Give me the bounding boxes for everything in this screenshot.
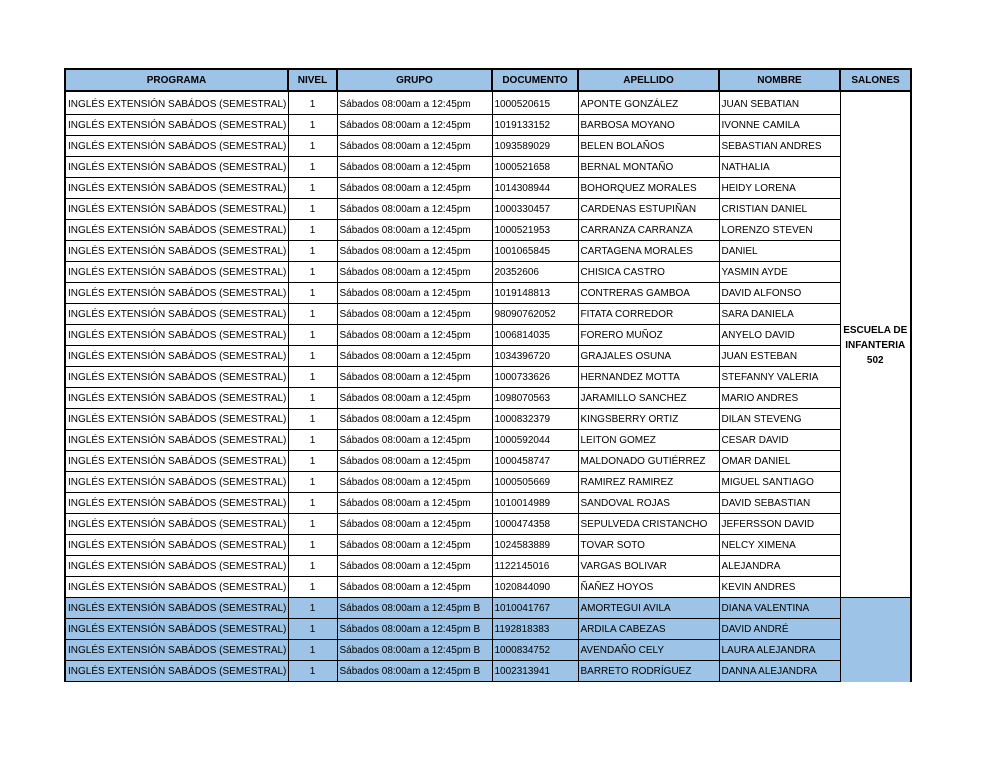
- cell-documento: 1024583889: [492, 535, 578, 556]
- table-row: [65, 283, 911, 304]
- table-row: [65, 409, 911, 430]
- cell-programa: INGLÉS EXTENSIÓN SABÁDOS (SEMESTRAL): [65, 157, 288, 178]
- student-roster-table: [64, 68, 912, 682]
- cell-grupo: Sábados 08:00am a 12:45pm B: [337, 640, 492, 661]
- cell-grupo: Sábados 08:00am a 12:45pm: [337, 451, 492, 472]
- cell-nivel: 1: [288, 598, 337, 619]
- cell-nombre: DIANA VALENTINA: [719, 598, 840, 619]
- cell-programa: INGLÉS EXTENSIÓN SABÁDOS (SEMESTRAL): [65, 535, 288, 556]
- cell-programa: INGLÉS EXTENSIÓN SABÁDOS (SEMESTRAL): [65, 91, 288, 115]
- table-row: [65, 388, 911, 409]
- table-row: [65, 556, 911, 577]
- cell-programa: INGLÉS EXTENSIÓN SABÁDOS (SEMESTRAL): [65, 115, 288, 136]
- table-row: [65, 220, 911, 241]
- salon-line: 502: [866, 355, 884, 366]
- cell-grupo: Sábados 08:00am a 12:45pm: [337, 283, 492, 304]
- cell-programa: INGLÉS EXTENSIÓN SABÁDOS (SEMESTRAL): [65, 472, 288, 493]
- cell-programa: INGLÉS EXTENSIÓN SABÁDOS (SEMESTRAL): [65, 367, 288, 388]
- cell-programa: INGLÉS EXTENSIÓN SABÁDOS (SEMESTRAL): [65, 409, 288, 430]
- cell-grupo: Sábados 08:00am a 12:45pm: [337, 577, 492, 598]
- cell-nivel: 1: [288, 367, 337, 388]
- cell-documento: 1000733626: [492, 367, 578, 388]
- cell-apellido: ÑAÑEZ HOYOS: [578, 577, 719, 598]
- cell-apellido: ARDILA CABEZAS: [578, 619, 719, 640]
- cell-apellido: AVENDAÑO CELY: [578, 640, 719, 661]
- table-row: [65, 472, 911, 493]
- cell-nombre: DAVID SEBASTIAN: [719, 493, 840, 514]
- cell-nombre: CRISTIAN DANIEL: [719, 199, 840, 220]
- cell-programa: INGLÉS EXTENSIÓN SABÁDOS (SEMESTRAL): [65, 598, 288, 619]
- cell-apellido: HERNANDEZ MOTTA: [578, 367, 719, 388]
- cell-grupo: Sábados 08:00am a 12:45pm: [337, 430, 492, 451]
- cell-apellido: GRAJALES OSUNA: [578, 346, 719, 367]
- cell-programa: INGLÉS EXTENSIÓN SABÁDOS (SEMESTRAL): [65, 325, 288, 346]
- cell-nivel: 1: [288, 220, 337, 241]
- cell-nivel: 1: [288, 157, 337, 178]
- table-row: [65, 535, 911, 556]
- table-row: [65, 178, 911, 199]
- table-row: [65, 346, 911, 367]
- cell-apellido: CARRANZA CARRANZA: [578, 220, 719, 241]
- cell-grupo: Sábados 08:00am a 12:45pm: [337, 199, 492, 220]
- cell-nivel: 1: [288, 409, 337, 430]
- cell-nivel: 1: [288, 640, 337, 661]
- cell-nombre: SARA DANIELA: [719, 304, 840, 325]
- cell-nombre: HEIDY LORENA: [719, 178, 840, 199]
- cell-documento: 1192818383: [492, 619, 578, 640]
- cell-grupo: Sábados 08:00am a 12:45pm: [337, 157, 492, 178]
- cell-nombre: KEVIN ANDRES: [719, 577, 840, 598]
- cell-documento: 1122145016: [492, 556, 578, 577]
- cell-grupo: Sábados 08:00am a 12:45pm: [337, 493, 492, 514]
- cell-apellido: AMORTEGUI AVILA: [578, 598, 719, 619]
- cell-apellido: FORERO MUÑOZ: [578, 325, 719, 346]
- table-row: [65, 619, 911, 640]
- cell-apellido: CHISICA CASTRO: [578, 262, 719, 283]
- cell-nombre: DANIEL: [719, 241, 840, 262]
- cell-apellido: BARBOSA MOYANO: [578, 115, 719, 136]
- cell-programa: INGLÉS EXTENSIÓN SABÁDOS (SEMESTRAL): [65, 220, 288, 241]
- table-row: [65, 115, 911, 136]
- cell-programa: INGLÉS EXTENSIÓN SABÁDOS (SEMESTRAL): [65, 430, 288, 451]
- cell-apellido: BELEN BOLAÑOS: [578, 136, 719, 157]
- cell-documento: 1019148813: [492, 283, 578, 304]
- cell-documento: 1000505669: [492, 472, 578, 493]
- cell-apellido: CARTAGENA MORALES: [578, 241, 719, 262]
- cell-documento: 1000521658: [492, 157, 578, 178]
- cell-programa: INGLÉS EXTENSIÓN SABÁDOS (SEMESTRAL): [65, 577, 288, 598]
- cell-grupo: Sábados 08:00am a 12:45pm B: [337, 598, 492, 619]
- cell-documento: 1098070563: [492, 388, 578, 409]
- table-row: [65, 430, 911, 451]
- cell-grupo: Sábados 08:00am a 12:45pm: [337, 178, 492, 199]
- cell-nivel: 1: [288, 619, 337, 640]
- table-row: [65, 91, 911, 115]
- cell-programa: INGLÉS EXTENSIÓN SABÁDOS (SEMESTRAL): [65, 451, 288, 472]
- header-salones: SALONES: [840, 69, 911, 91]
- cell-nombre: JUAN ESTEBAN: [719, 346, 840, 367]
- cell-nombre: NATHALIA: [719, 157, 840, 178]
- cell-apellido: MALDONADO GUTIÉRREZ: [578, 451, 719, 472]
- salon-line: ESCUELA DE: [843, 325, 908, 336]
- cell-nombre: DAVID ANDRÉ: [719, 619, 840, 640]
- cell-programa: INGLÉS EXTENSIÓN SABÁDOS (SEMESTRAL): [65, 661, 288, 682]
- cell-grupo: Sábados 08:00am a 12:45pm B: [337, 619, 492, 640]
- table-row: [65, 262, 911, 283]
- cell-programa: INGLÉS EXTENSIÓN SABÁDOS (SEMESTRAL): [65, 640, 288, 661]
- cell-programa: INGLÉS EXTENSIÓN SABÁDOS (SEMESTRAL): [65, 619, 288, 640]
- cell-nombre: DAVID ALFONSO: [719, 283, 840, 304]
- cell-documento: 1000330457: [492, 199, 578, 220]
- cell-nivel: 1: [288, 91, 337, 115]
- cell-apellido: BARRETO RODRÍGUEZ: [578, 661, 719, 682]
- cell-apellido: JARAMILLO SANCHEZ: [578, 388, 719, 409]
- cell-documento: 1006814035: [492, 325, 578, 346]
- cell-programa: INGLÉS EXTENSIÓN SABÁDOS (SEMESTRAL): [65, 283, 288, 304]
- table-row: [65, 514, 911, 535]
- cell-programa: INGLÉS EXTENSIÓN SABÁDOS (SEMESTRAL): [65, 388, 288, 409]
- cell-nombre: LAURA ALEJANDRA: [719, 640, 840, 661]
- cell-programa: INGLÉS EXTENSIÓN SABÁDOS (SEMESTRAL): [65, 199, 288, 220]
- cell-apellido: SEPULVEDA CRISTANCHO: [578, 514, 719, 535]
- cell-apellido: TOVAR SOTO: [578, 535, 719, 556]
- cell-grupo: Sábados 08:00am a 12:45pm: [337, 304, 492, 325]
- header-row: [65, 69, 911, 91]
- header-nivel: NIVEL: [288, 69, 337, 91]
- cell-nombre: DILAN STEVENG: [719, 409, 840, 430]
- cell-apellido: SANDOVAL ROJAS: [578, 493, 719, 514]
- cell-nivel: 1: [288, 241, 337, 262]
- cell-apellido: CARDENAS ESTUPIÑAN: [578, 199, 719, 220]
- table-row: [65, 325, 911, 346]
- cell-documento: 1001065845: [492, 241, 578, 262]
- header-nombre: NOMBRE: [719, 69, 840, 91]
- cell-apellido: LEITON GOMEZ: [578, 430, 719, 451]
- table-row: [65, 451, 911, 472]
- cell-nivel: 1: [288, 661, 337, 682]
- cell-nivel: 1: [288, 199, 337, 220]
- cell-grupo: Sábados 08:00am a 12:45pm: [337, 535, 492, 556]
- cell-programa: INGLÉS EXTENSIÓN SABÁDOS (SEMESTRAL): [65, 514, 288, 535]
- table-row: [65, 304, 911, 325]
- cell-nivel: 1: [288, 115, 337, 136]
- cell-apellido: BOHORQUEZ MORALES: [578, 178, 719, 199]
- cell-grupo: Sábados 08:00am a 12:45pm: [337, 346, 492, 367]
- cell-nivel: 1: [288, 136, 337, 157]
- cell-documento: 1034396720: [492, 346, 578, 367]
- cell-nivel: 1: [288, 556, 337, 577]
- cell-nivel: 1: [288, 262, 337, 283]
- cell-nivel: 1: [288, 283, 337, 304]
- cell-documento: 1010014989: [492, 493, 578, 514]
- cell-documento: 1000592044: [492, 430, 578, 451]
- cell-nombre: CESAR DAVID: [719, 430, 840, 451]
- cell-nivel: 1: [288, 430, 337, 451]
- cell-grupo: Sábados 08:00am a 12:45pm: [337, 388, 492, 409]
- cell-apellido: VARGAS BOLIVAR: [578, 556, 719, 577]
- table-row: [65, 199, 911, 220]
- cell-nivel: 1: [288, 388, 337, 409]
- cell-nombre: STEFANNY VALERIA: [719, 367, 840, 388]
- cell-programa: INGLÉS EXTENSIÓN SABÁDOS (SEMESTRAL): [65, 241, 288, 262]
- cell-nivel: 1: [288, 535, 337, 556]
- cell-apellido: APONTE GONZÁLEZ: [578, 91, 719, 115]
- cell-nombre: DANNA ALEJANDRA: [719, 661, 840, 682]
- cell-grupo: Sábados 08:00am a 12:45pm: [337, 325, 492, 346]
- cell-nombre: ANYELO DAVID: [719, 325, 840, 346]
- cell-documento: 1000458747: [492, 451, 578, 472]
- cell-grupo: Sábados 08:00am a 12:45pm: [337, 472, 492, 493]
- cell-grupo: Sábados 08:00am a 12:45pm: [337, 556, 492, 577]
- cell-grupo: Sábados 08:00am a 12:45pm: [337, 91, 492, 115]
- cell-grupo: Sábados 08:00am a 12:45pm B: [337, 661, 492, 682]
- cell-grupo: Sábados 08:00am a 12:45pm: [337, 136, 492, 157]
- cell-documento: 1093589029: [492, 136, 578, 157]
- cell-apellido: RAMIREZ RAMIREZ: [578, 472, 719, 493]
- cell-nivel: 1: [288, 514, 337, 535]
- cell-nivel: 1: [288, 178, 337, 199]
- table-row: [65, 241, 911, 262]
- cell-nombre: ALEJANDRA: [719, 556, 840, 577]
- cell-grupo: Sábados 08:00am a 12:45pm: [337, 409, 492, 430]
- table-row: [65, 493, 911, 514]
- cell-nivel: 1: [288, 451, 337, 472]
- cell-nivel: 1: [288, 577, 337, 598]
- cell-nombre: JEFERSSON DAVID: [719, 514, 840, 535]
- cell-grupo: Sábados 08:00am a 12:45pm: [337, 262, 492, 283]
- cell-programa: INGLÉS EXTENSIÓN SABÁDOS (SEMESTRAL): [65, 178, 288, 199]
- header-apellido: APELLIDO: [578, 69, 719, 91]
- salon-cell-group-a: [840, 91, 911, 598]
- cell-programa: INGLÉS EXTENSIÓN SABÁDOS (SEMESTRAL): [65, 493, 288, 514]
- cell-programa: INGLÉS EXTENSIÓN SABÁDOS (SEMESTRAL): [65, 346, 288, 367]
- cell-documento: 98090762052: [492, 304, 578, 325]
- table-row: [65, 577, 911, 598]
- cell-documento: 1000474358: [492, 514, 578, 535]
- cell-nivel: 1: [288, 346, 337, 367]
- table-row: [65, 157, 911, 178]
- table-row: [65, 661, 911, 682]
- header-grupo: GRUPO: [337, 69, 492, 91]
- cell-nivel: 1: [288, 304, 337, 325]
- cell-apellido: FITATA CORREDOR: [578, 304, 719, 325]
- cell-nombre: MIGUEL SANTIAGO: [719, 472, 840, 493]
- cell-nombre: NELCY XIMENA: [719, 535, 840, 556]
- cell-grupo: Sábados 08:00am a 12:45pm: [337, 241, 492, 262]
- cell-documento: 20352606: [492, 262, 578, 283]
- cell-nombre: YASMIN AYDE: [719, 262, 840, 283]
- cell-documento: 1000834752: [492, 640, 578, 661]
- cell-documento: 1014308944: [492, 178, 578, 199]
- cell-documento: 1000832379: [492, 409, 578, 430]
- cell-grupo: Sábados 08:00am a 12:45pm: [337, 220, 492, 241]
- cell-nivel: 1: [288, 472, 337, 493]
- cell-programa: INGLÉS EXTENSIÓN SABÁDOS (SEMESTRAL): [65, 556, 288, 577]
- table-row: [65, 640, 911, 661]
- cell-nombre: SEBASTIAN ANDRES: [719, 136, 840, 157]
- cell-programa: INGLÉS EXTENSIÓN SABÁDOS (SEMESTRAL): [65, 262, 288, 283]
- cell-programa: INGLÉS EXTENSIÓN SABÁDOS (SEMESTRAL): [65, 304, 288, 325]
- cell-documento: 1020844090: [492, 577, 578, 598]
- cell-grupo: Sábados 08:00am a 12:45pm: [337, 514, 492, 535]
- table-row: [65, 136, 911, 157]
- cell-grupo: Sábados 08:00am a 12:45pm: [337, 367, 492, 388]
- cell-nombre: IVONNE CAMILA: [719, 115, 840, 136]
- cell-nivel: 1: [288, 493, 337, 514]
- cell-nivel: 1: [288, 325, 337, 346]
- cell-documento: 1000521953: [492, 220, 578, 241]
- cell-apellido: KINGSBERRY ORTIZ: [578, 409, 719, 430]
- roster-body: [65, 91, 911, 682]
- cell-programa: INGLÉS EXTENSIÓN SABÁDOS (SEMESTRAL): [65, 136, 288, 157]
- cell-grupo: Sábados 08:00am a 12:45pm: [337, 115, 492, 136]
- salon-cell-group-b: [840, 598, 911, 682]
- cell-documento: 1019133152: [492, 115, 578, 136]
- cell-documento: 1002313941: [492, 661, 578, 682]
- cell-documento: 1000520615: [492, 91, 578, 115]
- header-documento: DOCUMENTO: [492, 69, 578, 91]
- salon-line: INFANTERIA: [845, 340, 906, 351]
- cell-apellido: CONTRERAS GAMBOA: [578, 283, 719, 304]
- table-row: [65, 598, 911, 619]
- cell-nombre: LORENZO STEVEN: [719, 220, 840, 241]
- cell-nombre: MARIO ANDRES: [719, 388, 840, 409]
- cell-nombre: JUAN SEBATIAN: [719, 91, 840, 115]
- cell-apellido: BERNAL MONTAÑO: [578, 157, 719, 178]
- table-row: [65, 367, 911, 388]
- header-programa: PROGRAMA: [65, 69, 288, 91]
- cell-nombre: OMAR DANIEL: [719, 451, 840, 472]
- cell-documento: 1010041767: [492, 598, 578, 619]
